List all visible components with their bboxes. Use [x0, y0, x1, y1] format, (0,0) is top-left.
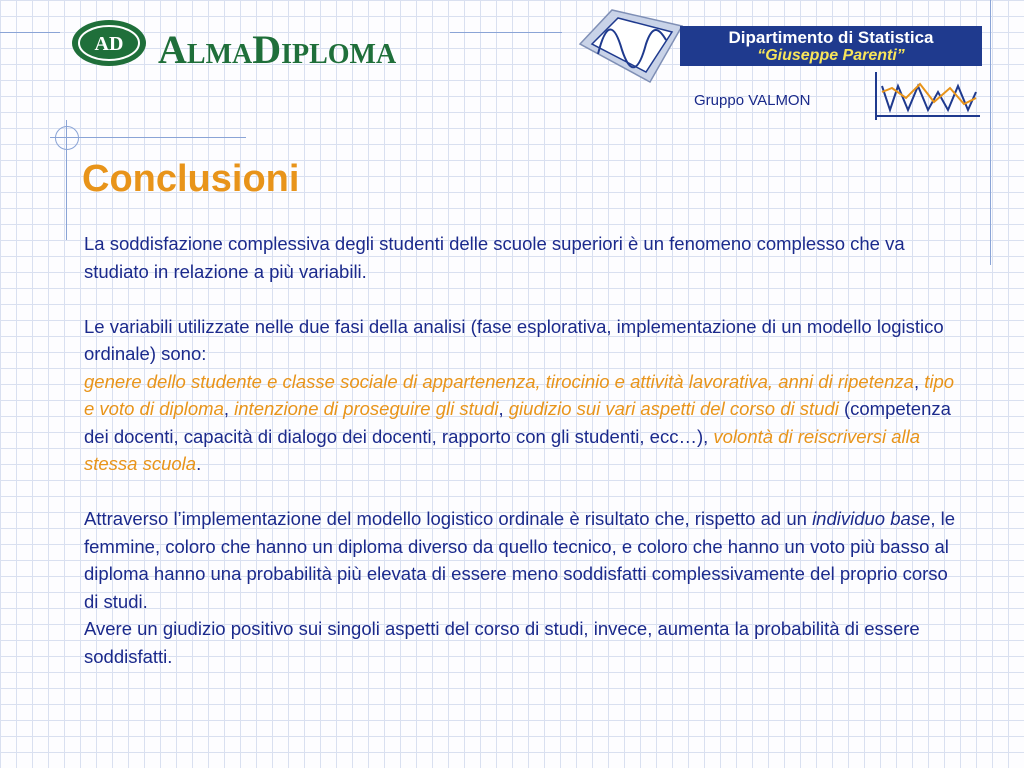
- results-text-a: Attraverso l’implementazione del modello logistico ordinale è risultato che, rispetto ad un: [84, 508, 813, 529]
- variable-course-judgement: giudizio sui vari aspetti del corso di studi: [508, 398, 839, 419]
- variable-course-details: (competenza dei docenti, capacità di dialogo dei docenti, rapporto con gli studenti, ecc…),: [84, 398, 951, 447]
- paragraph-intro: La soddisfazione complessiva degli studenti delle scuole superiori è un fenomeno complesso che va studiato in relazione a più variabili.: [84, 233, 905, 282]
- decor-line-top-mid: [450, 32, 562, 33]
- department-subtitle: “Giuseppe Parenti”: [757, 47, 905, 64]
- almadiploma-wordmark: AlmaDiploma: [158, 27, 397, 72]
- paragraph-variables: [84, 313, 964, 478]
- variable-internship: tirocinio e attività lavorativa: [545, 370, 768, 392]
- period: .: [196, 453, 202, 474]
- separator: ,: [223, 398, 235, 419]
- department-banner: [680, 26, 982, 66]
- separator: ,: [498, 398, 509, 419]
- almadiploma-logo: [70, 18, 440, 70]
- almadiploma-badge-icon: [70, 18, 148, 68]
- badge-text: AD: [94, 33, 124, 55]
- paragraph-results: [84, 505, 964, 615]
- variables-intro: Le variabili utilizzate nelle due fasi della analisi (fase esplorativa, implementazione di un modello logistico ordinale) sono:: [84, 315, 944, 364]
- paragraph-positive-judgement: Avere un giudizio positivo sui singoli aspetti del corso di studi, invece, aumenta la probabilità di essere soddisfatti.: [84, 618, 920, 667]
- paragraph-gap: [84, 285, 964, 313]
- results-text-b: , le femmine, coloro che hanno un diploma diverso da quello tecnico, e coloro che hanno un voto più basso al diploma hanno una probabilità più elevata di essere meno soddisfatti complessivamente del proprio corso di studi.: [84, 508, 956, 612]
- decor-line-right-vertical: [990, 0, 991, 265]
- department-name: Dipartimento di Statistica: [728, 28, 934, 47]
- decor-line-top-left: [0, 32, 60, 33]
- results-italic: individuo base: [812, 508, 931, 529]
- separator: ,: [535, 370, 546, 392]
- separator: ,: [913, 370, 925, 392]
- variable-reenrol: volontà di reiscriversi alla stessa scuola: [84, 425, 921, 474]
- variable-intention: intenzione di proseguire gli studi: [234, 398, 499, 419]
- department-wave-graphic-icon: [572, 4, 690, 88]
- variable-gender-class: genere dello studente e classe sociale di appartenenza: [84, 370, 536, 392]
- separator: ,: [767, 370, 779, 392]
- variable-diploma: tipo e voto di diploma: [84, 370, 955, 419]
- page-title: Conclusioni: [82, 158, 300, 200]
- group-label: Gruppo VALMON: [694, 92, 811, 109]
- decor-line-title-horizontal: [50, 137, 246, 138]
- valmon-logo-icon: [872, 68, 984, 124]
- paragraph-gap: [84, 478, 964, 506]
- body-content: [84, 230, 964, 670]
- decor-circle: [55, 126, 79, 150]
- variable-repetition: anni di ripetenza: [778, 370, 914, 392]
